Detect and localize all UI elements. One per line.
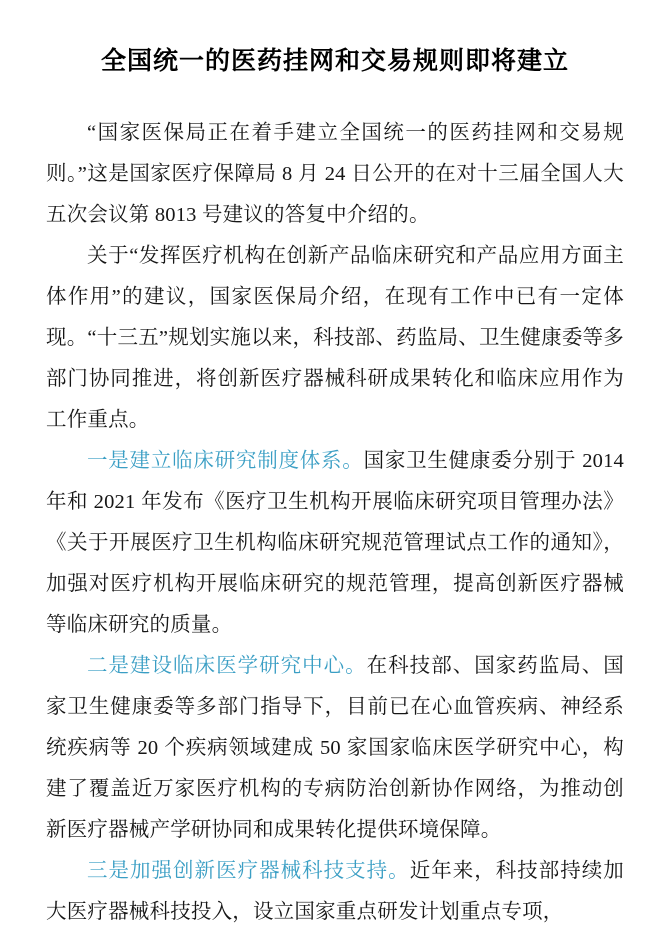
- document-body: [46, 113, 624, 933]
- paragraph-3-lead: 一是建立临床研究制度体系。: [87, 450, 364, 472]
- paragraph-5-text: 近年来，科技部持续加大医疗器械科技投入，设立国家重点研发计划重点专项，: [46, 860, 624, 923]
- paragraph-5-lead: 三是加强创新医疗器械科技支持。: [87, 860, 410, 882]
- paragraph-5: [46, 851, 624, 933]
- paragraph-1: [46, 113, 624, 236]
- paragraph-4-text: 在科技部、国家药监局、国家卫生健康委等多部门指导下，目前已在心血管疾病、神经系统疾病等 20 个疾病领域建成 50 家国家临床医学研究中心，构建了覆盖近万家医疗机构的专病防治创新协作网络，为推动创新医疗器械产学研协同和成果转化提供环境保障。: [46, 655, 624, 841]
- paragraph-3: [46, 441, 624, 646]
- paragraph-4: [46, 646, 624, 851]
- paragraph-4-lead: 二是建设临床医学研究中心。: [87, 655, 367, 677]
- paragraph-3-text: 国家卫生健康委分别于 2014 年和 2021 年发布《医疗卫生机构开展临床研究项目管理办法》《关于开展医疗卫生机构临床研究规范管理试点工作的通知》，加强对医疗机构开展临床研究的规范管理，提高创新医疗器械等临床研究的质量。: [46, 450, 624, 636]
- paragraph-1-text: “国家医保局正在着手建立全国统一的医药挂网和交易规则。”这是国家医疗保障局 8 月 24 日公开的在对十三届全国人大五次会议第 8013 号建议的答复中介绍的。: [46, 122, 624, 226]
- paragraph-2: [46, 236, 624, 441]
- paragraph-2-text: 关于“发挥医疗机构在创新产品临床研究和产品应用方面主体作用”的建议，国家医保局介绍，在现有工作中已有一定体现。“十三五”规划实施以来，科技部、药监局、卫生健康委等多部门协同推进，将创新医疗器械科研成果转化和临床应用作为工作重点。: [46, 245, 624, 431]
- page-title: 全国统一的医药挂网和交易规则即将建立: [100, 48, 569, 75]
